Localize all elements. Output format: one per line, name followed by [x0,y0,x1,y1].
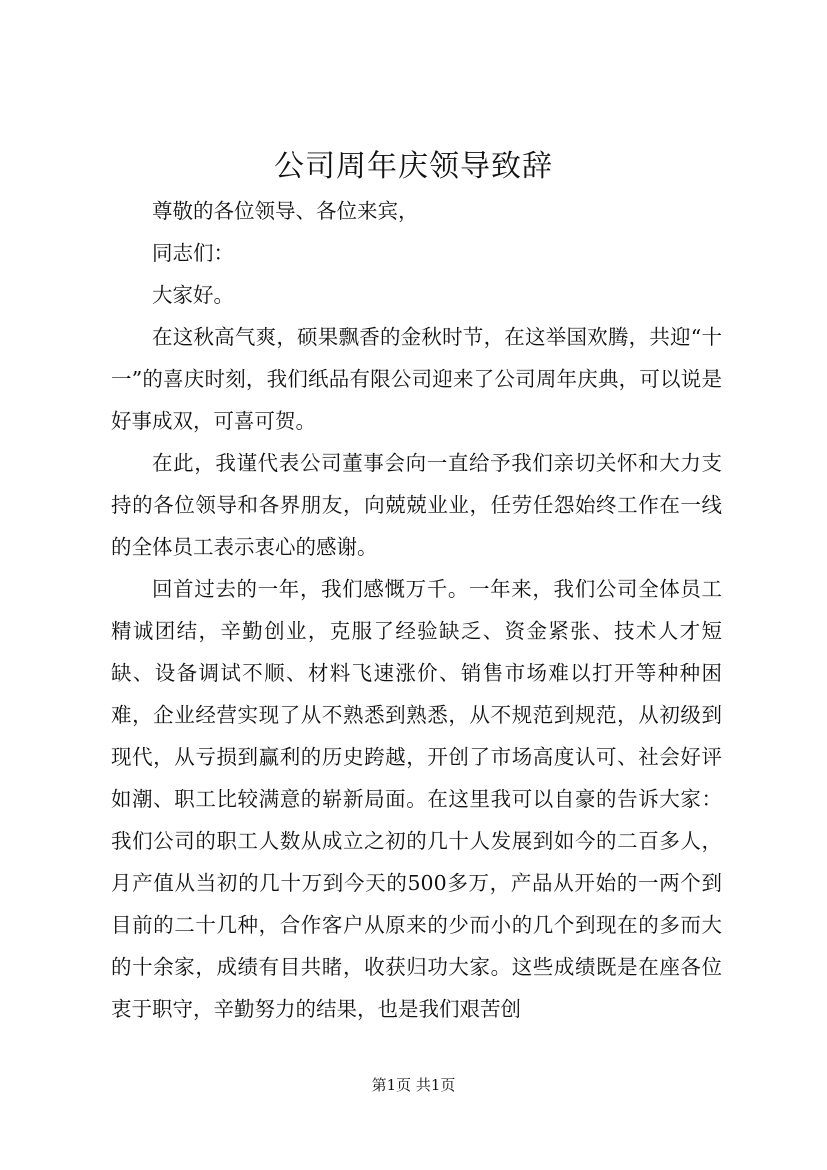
salutation-leaders: 尊敬的各位领导、各位来宾， [152,199,419,223]
paragraph-review: 回首过去的一年，我们感慨万千。一年来，我们公司全体员工精诚团结，辛勤创业，克服了经验缺乏、资金紧张、技术人才短缺、设备调试不顺、材料飞速涨价、销售市场难以打开等种种困难，企业经营实现了从不熟悉到熟悉，从不规范到规范，从初级到现代，从亏损到赢利的历史跨越，开创了市场高度认可、社会好评如潮、职工比较满意的崭新局面。在这里我可以自豪的告诉大家：我们公司的职工人数从成立之初的几十人发展到如今的二百多人，月产值从当初的几十万到今天的500多万，产品从开始的一两个到目前的二十几种，合作客户从原来的少而小的几个到现在的多而大的十余家，成绩有目共睹，收获归功大家。这些成绩既是在座各位衷于职守，辛勤努力的结果，也是我们艰苦创 [111,577,722,1021]
paragraph-thanks: 在此，我谨代表公司董事会向一直给予我们亲切关怀和大力支持的各位领导和各界朋友，向兢兢业业，任劳任怨始终工作在一线的全体员工表示衷心的感谢。 [111,451,722,559]
document-body [111,190,722,1030]
salutation-comrades: 同志们： [152,241,234,265]
page-footer: 第1页 共1页 [371,1076,456,1094]
greeting: 大家好。 [152,283,234,307]
paragraph-occasion: 在这秋高气爽，硕果飘香的金秋时节，在这举国欢腾，共迎“十一”的喜庆时刻，我们纸品有限公司迎来了公司周年庆典，可以说是好事成双，可喜可贺。 [111,325,722,433]
document-title: 公司周年庆领导致辞 [274,149,553,184]
